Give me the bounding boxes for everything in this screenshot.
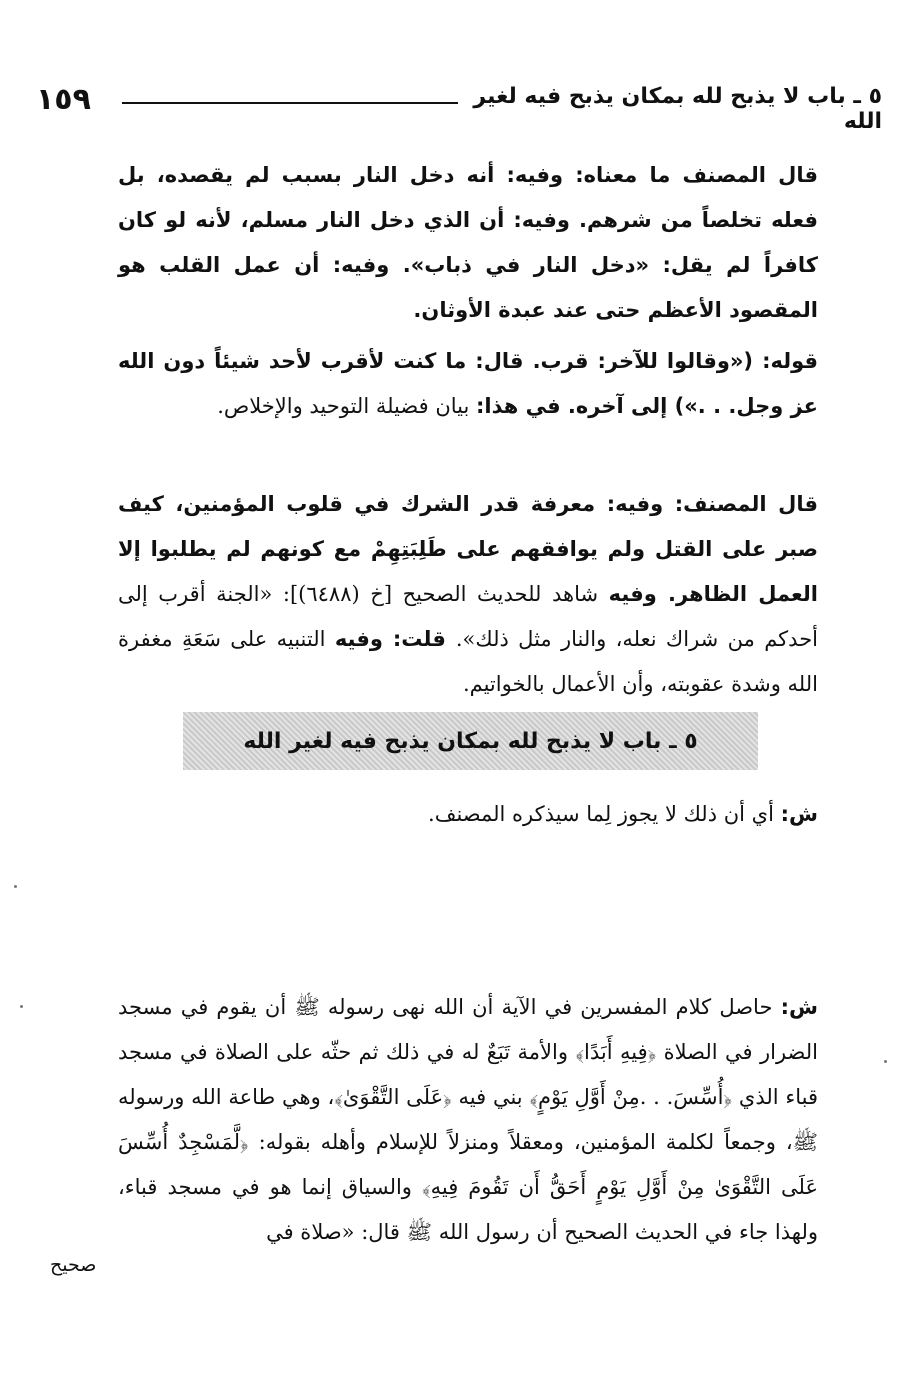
chapter-title: ٥ ـ باب لا يذبح لله بمكان يذبح فيه لغير الله xyxy=(243,728,698,754)
paragraph-lead-2: وفيه xyxy=(608,582,668,606)
paragraph-author-note-2 xyxy=(118,482,818,707)
paragraph-text: وفيه: معرفة قدر الشرك في قلوب المؤمنين، كيف صبر على القتل ولم يوافقهم على طَلِبَتِهِمْ مع كونهم لم يطلبوا إلا العمل الظاهر. xyxy=(118,492,818,606)
paragraph-text: وفيه: أنه دخل النار بسبب لم يقصده، بل فعله تخلصاً من شرهم. وفيه: أن الذي دخل النار مسلم، لأنه لو كان كافراً لم يقل: «دخل النار في ذباب». وفيه: أن عمل القلب هو المقصود الأعظم حتى عند عبدة الأوثان. xyxy=(118,163,818,322)
scan-speck xyxy=(14,885,17,888)
paragraph-text-3: التنبيه على سَعَةِ مغفرة الله وشدة عقوبته، وأن الأعمال بالخواتيم. xyxy=(118,627,818,696)
paragraph-qawluh xyxy=(118,339,818,429)
paragraph-lead: قال المصنف ما معناه: xyxy=(575,163,818,187)
running-head: ٥ ـ باب لا يذبح لله بمكان يذبح فيه لغير الله xyxy=(473,84,882,134)
paragraph-text-2: شاهد للحديث الصحيح [خ (٦٤٨٨)]: «الجنة أقرب إلى أحدكم من شراك نعله، والنار مثل ذلك». xyxy=(118,582,819,651)
page-header xyxy=(36,82,882,134)
scan-speck xyxy=(884,1060,887,1063)
margin-note: صحيح xyxy=(50,1254,97,1276)
paragraph-text: أي أن ذلك لا يجوز لِما سيذكره المصنف. xyxy=(428,802,781,826)
scan-speck xyxy=(20,1005,23,1008)
paragraph-sharh-1 xyxy=(118,792,818,837)
paragraph-lead: ش: xyxy=(780,802,818,826)
page-number: ١٥٩ xyxy=(36,82,91,117)
paragraph-lead-2: في هذا: xyxy=(476,394,568,418)
paragraph-text: حاصل كلام المفسرين في الآية أن الله نهى رسوله ﷺ أن يقوم في مسجد الضرار في الصلاة ﴿فِيهِ أَبَدًا﴾ والأمة تَبَعٌ له في ذلك ثم حثّه على الصلاة في مسجد قباء الذي ﴿أُسِّسَ. . .مِنْ أَوَّلِ يَوْمٍ﴾ بني فيه ﴿عَلَى التَّقْوَىٰ﴾، وهي طاعة الله ورسوله ﷺ، وجمعاً لكلمة المؤمنين، ومعقلاً ومنزلاً للإسلام وأهله بقوله: ﴿لَّمَسْجِدٌ أُسِّسَ عَلَى التَّقْوَىٰ مِنْ أَوَّلِ يَوْمٍ أَحَقُّ أَن تَقُومَ فِيهِ﴾ والسياق إنما هو في مسجد قباء، ولهذا جاء في الحديث الصحيح أن رسول الله ﷺ قال: «صلاة في xyxy=(118,995,818,1244)
paragraph-author-note-1 xyxy=(118,153,818,333)
paragraph-quote: («وقالوا للآخر: قرب. قال: ما كنت لأقرب لأحد شيئاً دون الله عز وجل. . .») إلى آخره. xyxy=(118,349,818,418)
paragraph-lead: قال المصنف: xyxy=(674,492,818,516)
chapter-heading-box xyxy=(183,712,758,770)
header-rule xyxy=(122,102,458,104)
paragraph-text-2: بيان فضيلة التوحيد والإخلاص. xyxy=(217,394,476,418)
paragraph-lead: قوله: xyxy=(762,349,818,373)
paragraph-lead-3: قلت: وفيه xyxy=(334,627,456,651)
paragraph-sharh-2 xyxy=(118,985,818,1255)
paragraph-lead: ش: xyxy=(780,995,818,1019)
